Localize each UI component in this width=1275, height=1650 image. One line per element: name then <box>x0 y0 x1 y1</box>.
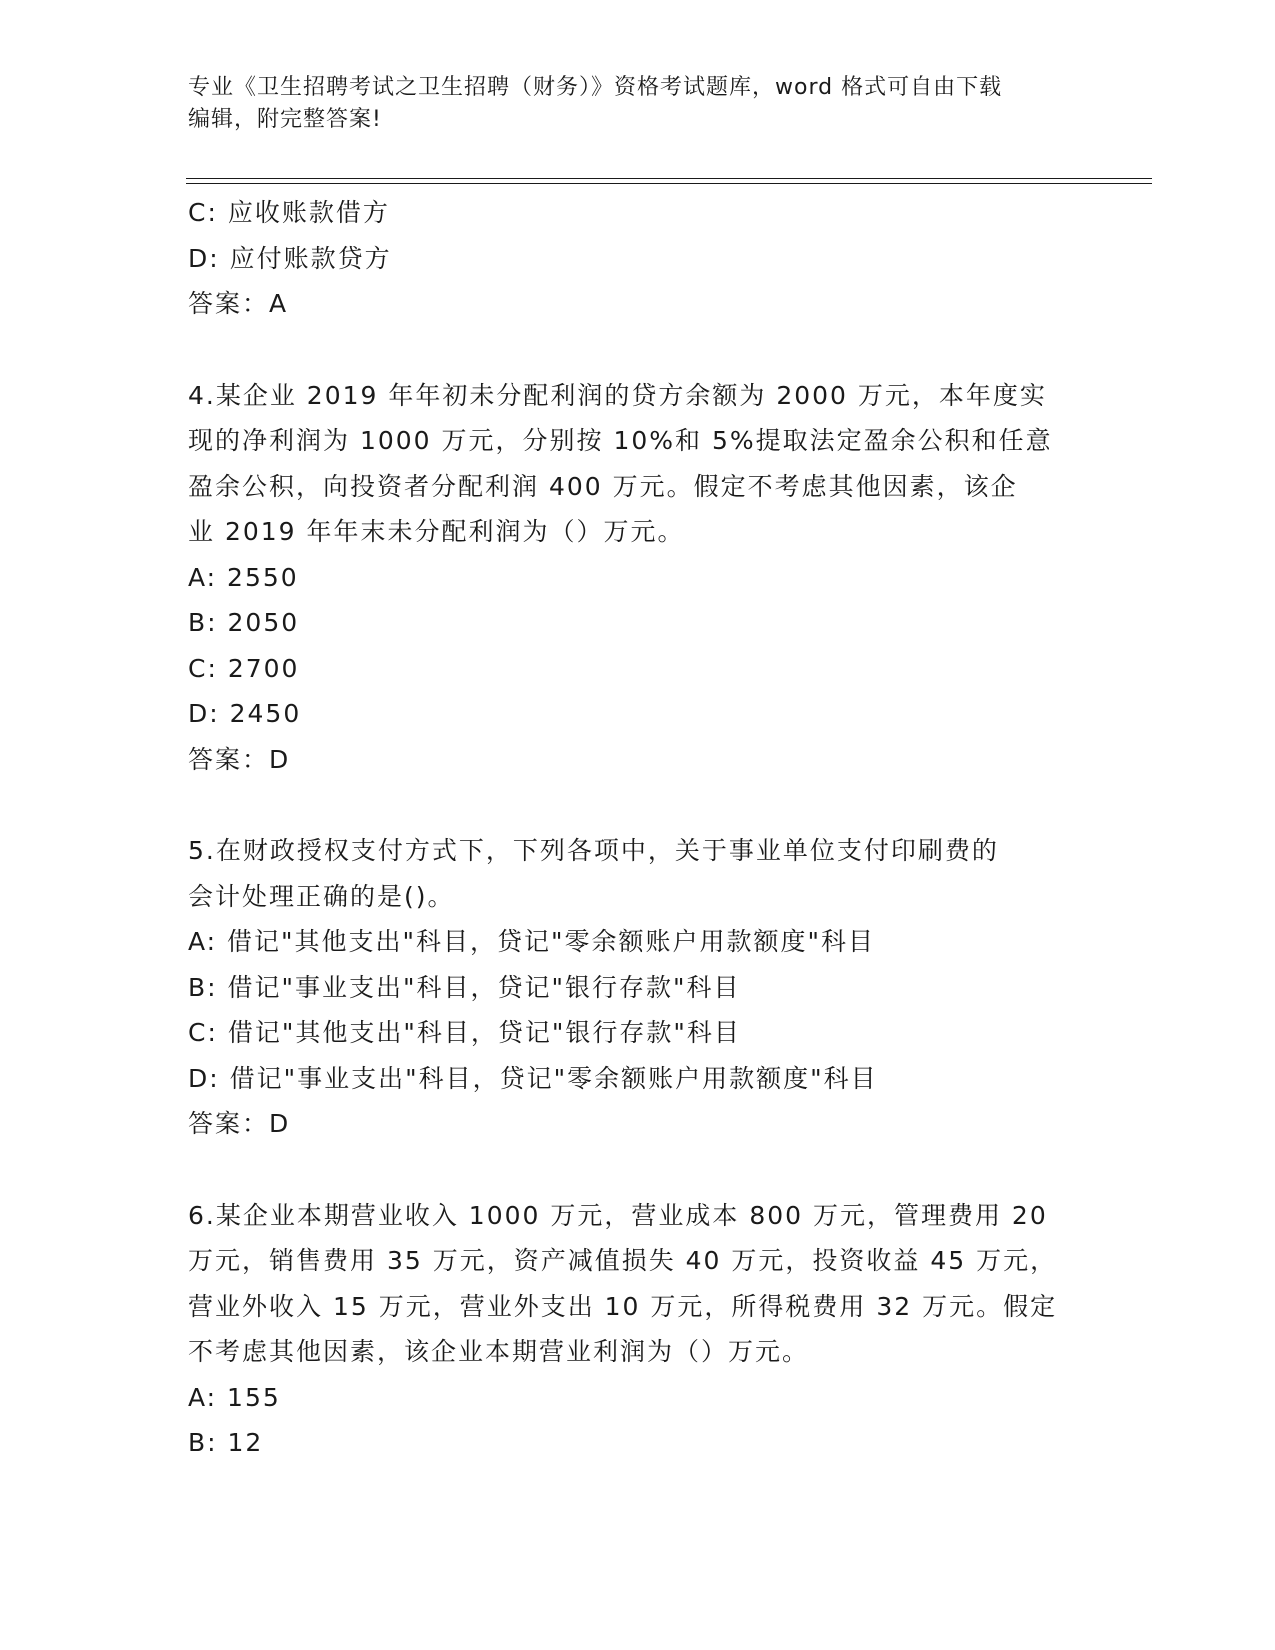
question-text-line: 5.在财政授权支付方式下，下列各项中，关于事业单位支付印刷费的 <box>188 836 999 865</box>
question-text-line: 盈余公积，向投资者分配利润 400 万元。假定不考虑其他因素，该企 <box>188 471 1018 501</box>
spacer <box>188 1147 1088 1193</box>
question-text-line: 万元，销售费用 35 万元，资产减值损失 40 万元，投资收益 45 万元， <box>188 1246 1058 1275</box>
question-block <box>188 828 1088 1147</box>
header-line-2: 编辑，附完整答案! <box>188 107 382 132</box>
option-b: B: 借记"事业支出"科目，贷记"银行存款"科目 <box>188 972 741 1002</box>
question-text-line: 4.某企业 2019 年年初未分配利润的贷方余额为 2000 万元，本年度实 <box>188 380 1047 410</box>
option-b: B: 2050 <box>188 608 300 637</box>
option-d: D: 2450 <box>188 699 302 728</box>
option-d: D: 借记"事业支出"科目，贷记"零余额账户用款额度"科目 <box>188 1063 878 1093</box>
answer-line: 答案：A <box>188 289 289 318</box>
option-b: B: 12 <box>188 1428 264 1457</box>
question-text-line: 营业外收入 15 万元，营业外支出 10 万元，所得税费用 32 万元。假定 <box>188 1291 1058 1321</box>
option-a: A: 2550 <box>188 562 299 592</box>
page-header <box>188 72 1068 136</box>
option-d: D: 应付账款贷方 <box>188 243 392 273</box>
header-line-1: 专业《卫生招聘考试之卫生招聘（财务）》资格考试题库，word 格式可自由下载 <box>188 75 1003 100</box>
option-a: A: 155 <box>188 1382 281 1412</box>
answer-line: 答案：D <box>188 1109 291 1138</box>
option-c: C: 应收账款借方 <box>188 198 390 227</box>
question-text-line: 业 2019 年年末未分配利润为（）万元。 <box>188 517 685 546</box>
option-a: A: 借记"其他支出"科目，贷记"零余额账户用款额度"科目 <box>188 927 876 956</box>
question-content <box>188 190 1088 1466</box>
question-text-line: 6.某企业本期营业收入 1000 万元，营业成本 800 万元，管理费用 20 <box>188 1200 1048 1230</box>
question-text-line: 不考虑其他因素，该企业本期营业利润为（）万元。 <box>188 1337 810 1366</box>
option-c: C: 2700 <box>188 653 300 683</box>
question-block <box>188 1193 1088 1466</box>
header-divider-top <box>186 178 1152 179</box>
prev-question-block <box>188 190 1088 327</box>
header-divider-bottom <box>186 183 1152 184</box>
option-c: C: 借记"其他支出"科目，贷记"银行存款"科目 <box>188 1018 741 1047</box>
answer-line: 答案：D <box>188 744 291 774</box>
question-block <box>188 373 1088 783</box>
question-text-line: 会计处理正确的是()。 <box>188 881 455 911</box>
spacer <box>188 327 1088 373</box>
spacer <box>188 782 1088 828</box>
question-text-line: 现的净利润为 1000 万元，分别按 10%和 5%提取法定盈余公积和任意 <box>188 426 1053 455</box>
